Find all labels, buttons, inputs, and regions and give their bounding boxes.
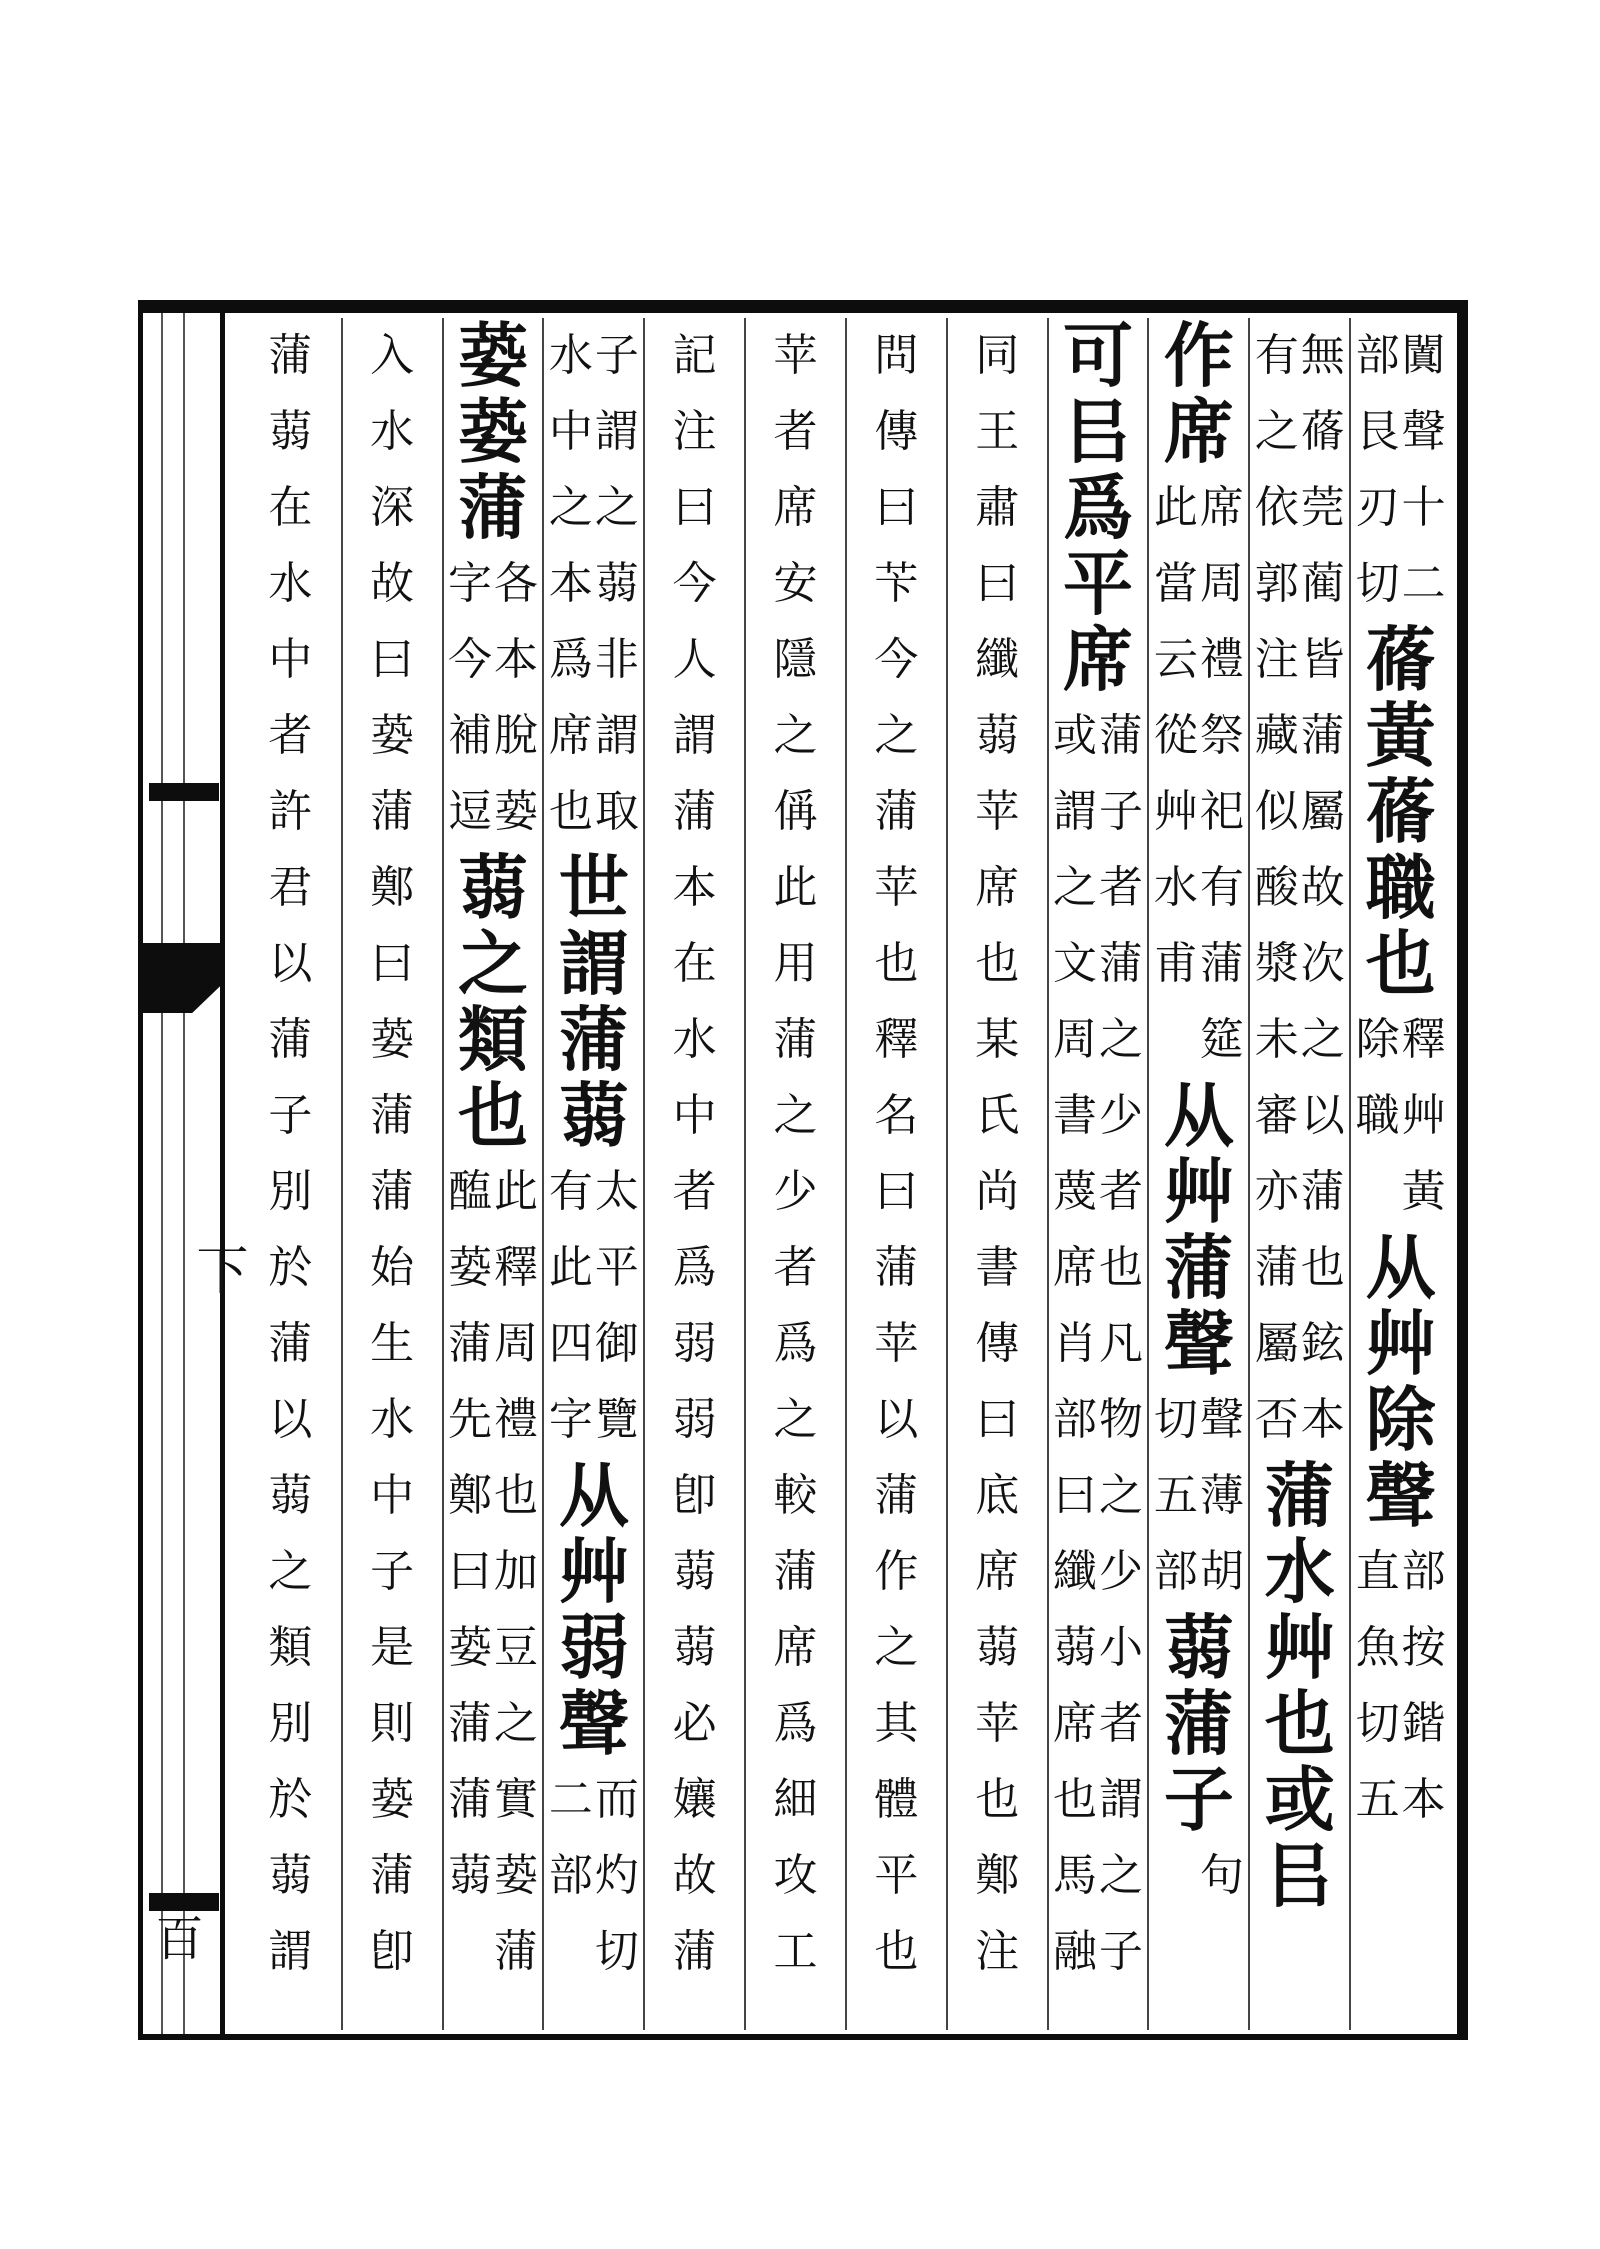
text-column bbox=[1147, 314, 1248, 2030]
commentary-text: 席 周 禮 祭 祀 有 蒲 筵 此 當 云 從 艸 水 甫 bbox=[1153, 482, 1244, 1065]
text-column bbox=[240, 318, 341, 2030]
commentary-text: 蒲蒻在水中者許君以蒲子別於蒲以蒻之類別於蒻謂 bbox=[268, 330, 313, 1977]
headword-text: 从艸除聲 bbox=[1365, 1226, 1436, 1537]
commentary-text: 此 釋 周 禮 也 加 豆 之 實 蒆 蒲 醢 蒆 蒲 先 鄭 曰 蒆 蒲 蒲 蒻 bbox=[447, 1166, 538, 1977]
commentary-text: 同王肅曰纖蒻苹席也某氏尚書傳曰底席蒻苹也鄭注 bbox=[975, 330, 1020, 1977]
text-column bbox=[946, 318, 1047, 2030]
page-gutter bbox=[143, 313, 247, 2034]
text-column bbox=[1349, 318, 1450, 2030]
headword-text: 作席 bbox=[1163, 314, 1234, 473]
commentary-text: 記注曰今人謂蒲本在水中者爲弱弱卽蒻蒻必孃故蒲 bbox=[672, 330, 717, 1977]
headword-text: 蒆 bbox=[457, 314, 528, 397]
commentary-text: 蒲 子 者 蒲 之 少 者 也 凡 物 之 少 小 者 謂 之 子 或 謂 之 文 周 書 蔑 席 肖 部 曰 纖 蒻 席 也 馬 融 bbox=[1053, 710, 1144, 1977]
text-column bbox=[845, 318, 946, 2030]
commentary-text: 釋 艸 黃 除 職 bbox=[1355, 1014, 1446, 1217]
text-column bbox=[643, 318, 744, 2030]
text-columns bbox=[240, 314, 1450, 2030]
commentary-text: 太 平 御 覽 有 此 四 字 bbox=[548, 1166, 639, 1445]
commentary-text: 闐 聲 十 二 部 艮 刃 切 bbox=[1355, 330, 1446, 609]
headword-text: 从艸弱聲 bbox=[558, 1454, 629, 1765]
commentary-text: 部 按 鍇 本 直 魚 切 五 bbox=[1355, 1546, 1446, 1825]
gutter-rule bbox=[183, 313, 185, 2034]
text-column bbox=[744, 318, 845, 2030]
commentary-text: 句 bbox=[1199, 1850, 1244, 1901]
commentary-text: 子 謂 之 蒻 非 謂 取 水 中 之 本 爲 席 也 bbox=[548, 330, 639, 837]
text-column bbox=[1047, 314, 1148, 2030]
commentary-text: 無 蓨 莞 蔺 皆 蒲 屬 故 次 之 以 蒲 也 鉉 本 有 之 依 郭 注 藏 似 酸 漿 未 審 亦 蒲 屬 否 bbox=[1254, 330, 1345, 1445]
text-column bbox=[442, 314, 543, 2030]
fishtail-mark bbox=[143, 943, 225, 1013]
text-column bbox=[341, 318, 442, 2030]
headword-text: 可㠯爲平席 bbox=[1063, 314, 1134, 701]
headword-text: 水艸也或㠯 bbox=[1264, 1530, 1335, 1917]
gutter-block-mark bbox=[149, 783, 219, 801]
page-number: 百 bbox=[147, 1913, 203, 1961]
headword-text: 从艸蒲聲 bbox=[1163, 1074, 1234, 1385]
text-column bbox=[542, 318, 643, 2030]
headword-text: 蓨 bbox=[1365, 618, 1436, 701]
gutter-block-mark bbox=[149, 1893, 219, 1911]
headword-text: 世謂蒲蒻 bbox=[558, 846, 629, 1157]
text-column bbox=[1248, 318, 1349, 2030]
commentary-text: 各 本 脫 蒆 字 今 補 逗 bbox=[447, 558, 538, 837]
commentary-text: 問傳曰苄今之蒲苹也釋名曰蒲苹以蒲作之其體平也 bbox=[874, 330, 919, 1977]
headword-text: 蒻之類也 bbox=[457, 846, 528, 1157]
headword-text: 蒲子 bbox=[1163, 1682, 1234, 1841]
commentary-text: 入水深故曰蒆蒲鄭曰蒆蒲蒲始生水中子是則蒆蒲卽 bbox=[370, 330, 415, 1977]
gutter-rule bbox=[161, 313, 163, 2034]
headword-text: 蒲 bbox=[1264, 1454, 1335, 1537]
commentary-text: 聲 薄 胡 切 五 部 bbox=[1153, 1394, 1244, 1597]
commentary-text: 苹者席安隱之偁此用蒲之少者爲之較蒲席爲細攻工 bbox=[773, 330, 818, 1977]
headword-text: 蒻 bbox=[1163, 1606, 1234, 1689]
headword-text: 蒆蒲 bbox=[457, 390, 528, 549]
headword-text: 黃蓨職也 bbox=[1365, 694, 1436, 1005]
volume-label: 下 bbox=[187, 1243, 247, 1295]
commentary-text: 而 灼 切 二 部 bbox=[548, 1774, 639, 1977]
